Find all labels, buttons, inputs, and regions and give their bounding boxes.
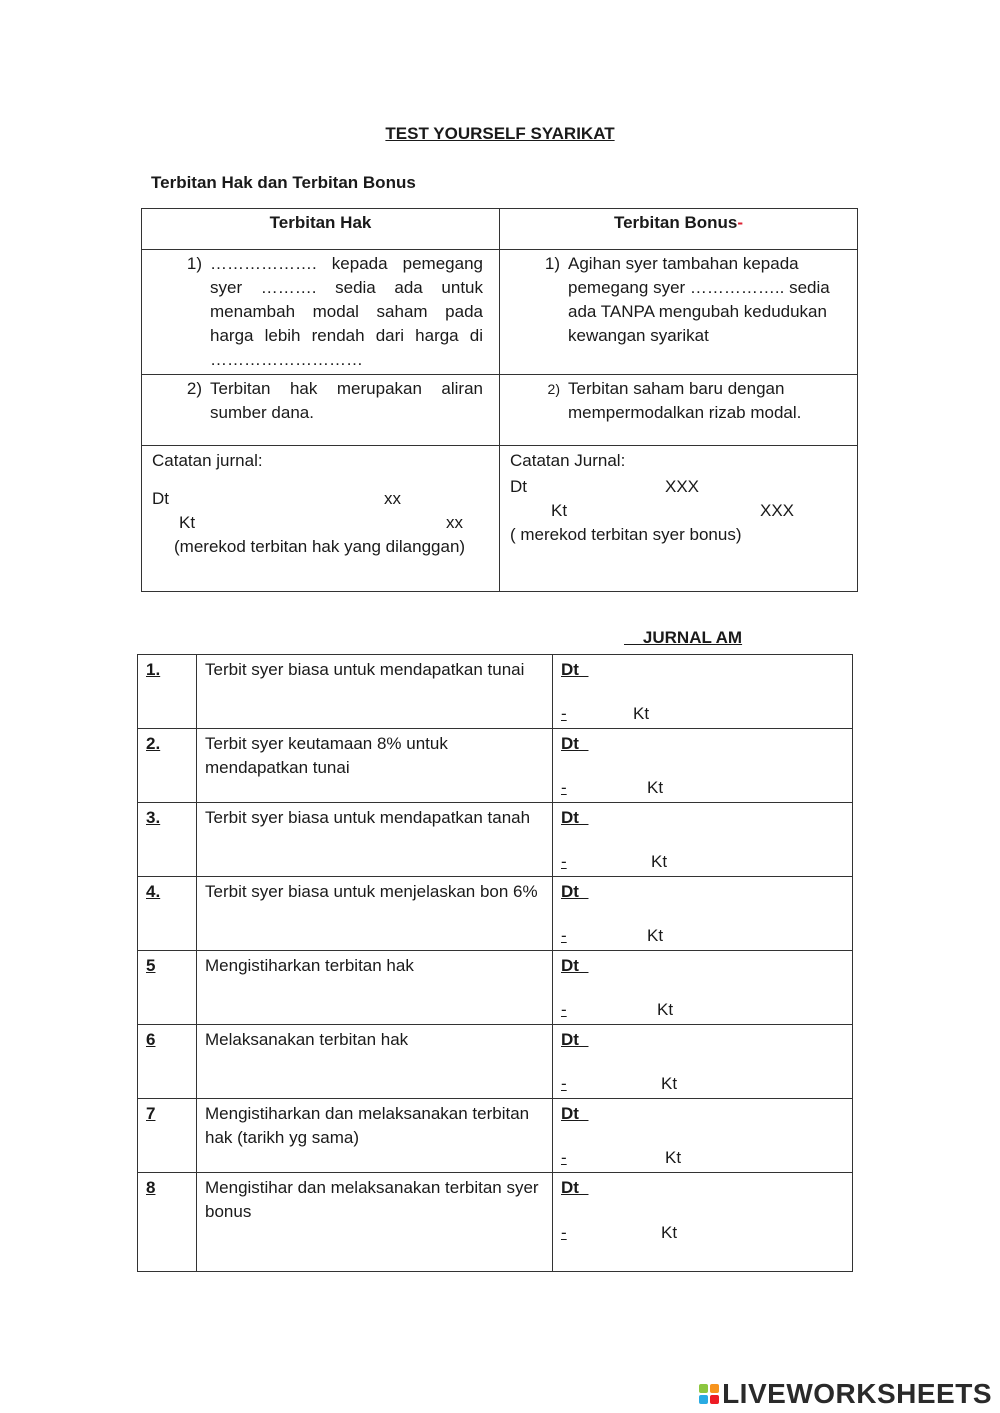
journal-dt-label: Dt bbox=[561, 660, 579, 679]
journal-row-number: 6 bbox=[138, 1025, 197, 1099]
header-terbitan-bonus bbox=[500, 209, 858, 250]
journal-row bbox=[138, 1099, 853, 1173]
journal-answer-cell[interactable] bbox=[553, 729, 853, 803]
bonus-journal bbox=[500, 446, 858, 592]
header-terbitan-hak: Terbitan Hak bbox=[142, 209, 500, 250]
journal-blank-dash: - bbox=[561, 1074, 567, 1093]
hak-item-1-num: 1) bbox=[186, 254, 202, 273]
jurnal-am-table bbox=[137, 654, 853, 1272]
journal-answer-cell[interactable] bbox=[553, 1173, 853, 1272]
journal-dt-label: Dt bbox=[561, 808, 579, 827]
journal-blank-dash: - bbox=[561, 704, 567, 723]
bonus-item-1 bbox=[500, 250, 858, 375]
hak-journal-kt-value: xx bbox=[446, 513, 463, 532]
bonus-journal-kt: Kt bbox=[551, 501, 568, 520]
journal-row-description: Mengistiharkan dan melaksanakan terbitan hak (tarikh yg sama) bbox=[197, 1099, 553, 1173]
logo-square-icon bbox=[710, 1384, 719, 1393]
hak-item-2-text: Terbitan hak merupakan aliran sumber dana. bbox=[210, 379, 483, 422]
journal-row-description: Mengistiharkan terbitan hak bbox=[197, 951, 553, 1025]
hak-item-2-num: 2) bbox=[186, 379, 202, 398]
journal-answer-cell[interactable] bbox=[553, 951, 853, 1025]
journal-dt-label: Dt bbox=[561, 1178, 579, 1197]
bonus-item-1-text: Agihan syer tambahan kepada pemegang syer …………….. sedia ada TANPA mengubah kedudukan kewangan syarikat bbox=[568, 254, 830, 345]
journal-row-number: 7 bbox=[138, 1099, 197, 1173]
header-mark: - bbox=[737, 213, 744, 232]
logo-square-icon bbox=[710, 1395, 719, 1404]
journal-row-number: 1. bbox=[138, 655, 197, 729]
journal-answer-cell[interactable] bbox=[553, 655, 853, 729]
bonus-item-2 bbox=[500, 375, 858, 446]
jurnal-am-title-text: JURNAL AM bbox=[642, 628, 743, 647]
journal-row-number: 3. bbox=[138, 803, 197, 877]
journal-blank-dash: - bbox=[561, 778, 567, 797]
journal-row-description: Mengistihar dan melaksanakan terbitan syer bonus bbox=[197, 1173, 553, 1272]
journal-row-number: 2. bbox=[138, 729, 197, 803]
hak-item-2 bbox=[142, 375, 500, 446]
journal-dt-label: Dt bbox=[561, 734, 579, 753]
logo-mark-icon bbox=[699, 1384, 719, 1404]
journal-row-description: Terbit syer biasa untuk mendapatkan tanah bbox=[197, 803, 553, 877]
hak-journal bbox=[142, 446, 500, 592]
journal-row bbox=[138, 1173, 853, 1272]
journal-row bbox=[138, 803, 853, 877]
journal-kt-label: Kt bbox=[633, 704, 650, 723]
hak-journal-dt: Dt bbox=[152, 489, 169, 508]
journal-dt-label: Dt bbox=[561, 1030, 579, 1049]
bonus-journal-note: ( merekod terbitan syer bonus) bbox=[510, 525, 742, 544]
bonus-item-2-text: Terbitan saham baru dengan mempermodalkan rizab modal. bbox=[568, 379, 802, 422]
journal-blank-dash: - bbox=[561, 852, 567, 871]
hak-journal-note: (merekod terbitan hak yang dilanggan) bbox=[174, 537, 466, 556]
journal-row-number: 4. bbox=[138, 877, 197, 951]
comparison-table bbox=[141, 208, 858, 592]
bonus-item-1-num: 1) bbox=[544, 254, 560, 273]
hak-item-1 bbox=[142, 250, 500, 375]
journal-row-description: Melaksanakan terbitan hak bbox=[197, 1025, 553, 1099]
journal-row-description: Terbit syer biasa untuk menjelaskan bon 6% bbox=[197, 877, 553, 951]
journal-blank-dash: - bbox=[561, 926, 567, 945]
journal-row-description: Terbit syer biasa untuk mendapatkan tunai bbox=[197, 655, 553, 729]
journal-kt-label: Kt bbox=[647, 778, 664, 797]
journal-blank-dash: - bbox=[561, 1000, 567, 1019]
journal-dt-label: Dt bbox=[561, 956, 579, 975]
header-terbitan-bonus-label: Terbitan Bonus bbox=[613, 213, 738, 232]
brand-name: LIVEWORKSHEETS bbox=[722, 1378, 992, 1409]
journal-answer-cell[interactable] bbox=[553, 803, 853, 877]
bonus-journal-dt: Dt bbox=[510, 477, 527, 496]
hak-journal-kt: Kt bbox=[179, 513, 196, 532]
journal-blank-dash: - bbox=[561, 1148, 567, 1167]
journal-kt-label: Kt bbox=[665, 1148, 682, 1167]
journal-kt-label: Kt bbox=[651, 852, 668, 871]
journal-row bbox=[138, 1025, 853, 1099]
bonus-item-2-num: 2) bbox=[547, 381, 560, 397]
journal-kt-label: Kt bbox=[661, 1074, 678, 1093]
journal-row bbox=[138, 729, 853, 803]
section-subtitle: Terbitan Hak dan Terbitan Bonus bbox=[151, 173, 416, 192]
journal-kt-label: Kt bbox=[661, 1223, 678, 1242]
jurnal-am-title bbox=[624, 626, 742, 650]
journal-row bbox=[138, 877, 853, 951]
page-title: TEST YOURSELF SYARIKAT bbox=[385, 124, 615, 143]
logo-square-icon bbox=[699, 1384, 708, 1393]
bonus-journal-dt-value: XXX bbox=[665, 477, 700, 496]
journal-kt-label: Kt bbox=[657, 1000, 674, 1019]
hak-journal-dt-value: xx bbox=[384, 489, 401, 508]
journal-answer-cell[interactable] bbox=[553, 877, 853, 951]
journal-row bbox=[138, 951, 853, 1025]
journal-dt-label: Dt bbox=[561, 1104, 579, 1123]
journal-row-number: 5 bbox=[138, 951, 197, 1025]
journal-answer-cell[interactable] bbox=[553, 1099, 853, 1173]
bonus-journal-kt-value: XXX bbox=[760, 501, 795, 520]
journal-kt-label: Kt bbox=[647, 926, 664, 945]
journal-blank-dash: - bbox=[561, 1223, 567, 1242]
journal-row bbox=[138, 655, 853, 729]
journal-answer-cell[interactable] bbox=[553, 1025, 853, 1099]
bonus-journal-label: Catatan Jurnal: bbox=[510, 451, 626, 470]
hak-journal-label: Catatan jurnal: bbox=[152, 451, 263, 470]
journal-dt-label: Dt bbox=[561, 882, 579, 901]
logo-square-icon bbox=[699, 1395, 708, 1404]
journal-row-description: Terbit syer keutamaan 8% untuk mendapatkan tunai bbox=[197, 729, 553, 803]
liveworksheets-logo bbox=[699, 1379, 992, 1409]
hak-item-1-text: ………………. kepada pemegang syer ………. sedia ada untuk menambah modal saham pada harga lebih rendah dari harga di ……………………… bbox=[210, 254, 483, 369]
journal-row-number: 8 bbox=[138, 1173, 197, 1272]
